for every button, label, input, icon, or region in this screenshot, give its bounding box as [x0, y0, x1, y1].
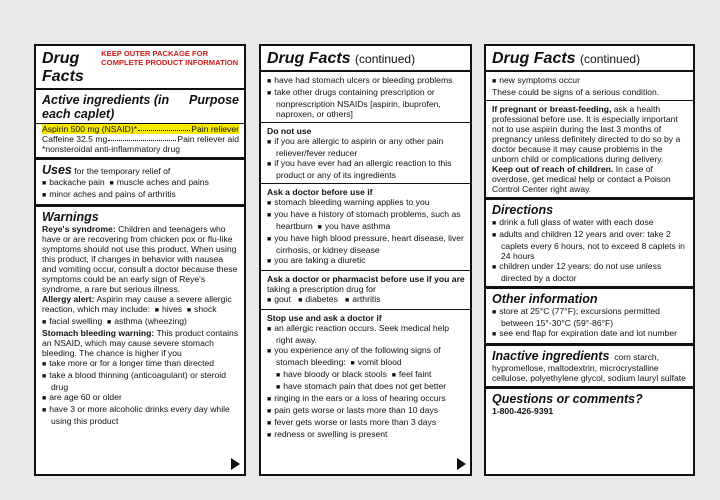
- panel-header: [486, 46, 693, 72]
- directions-section: Directions ■ drink a full glass of water with each dose ■ adults and children 12 years and over: take 2 caplets every 6 hours, not to exceed 8 caplets in 24 hours ■ children under 12 years: do not use unless directed by a doctor: [486, 197, 693, 286]
- phone-number: 1-800-426-9391: [492, 406, 554, 416]
- uses-section: Uses for the temporary relief of ■ backache pain ■ muscle aches and pains ■ minor aches and pains of arthritis: [36, 157, 244, 204]
- continue-arrow-icon: [231, 458, 240, 470]
- continued-list: ■ have had stomach ulcers or bleeding problems ■ take other drugs containing prescription or nonprescription NSAIDs [aspirin, ibuprofen, naproxen, or others]: [261, 72, 470, 122]
- panel-title: Drug Facts (continued): [492, 50, 641, 67]
- pregnancy-section: If pregnant or breast-feeding, ask a health professional before use. It is especially important not to use aspirin during the last 3 months of pregnancy unless definitely directed to do so by a doctor because it may cause problems in the unborn child or complications during delivery. Keep out of reach of children. In case of overdose, get medical help or contact a Poison Control Center right away.: [486, 100, 693, 197]
- continued-warnings: ■ new symptoms occur These could be signs of a serious condition.: [486, 72, 693, 100]
- drug-facts-panel-3: [484, 44, 695, 476]
- directions-heading: Directions: [492, 203, 554, 217]
- uses-heading: Uses: [42, 163, 72, 177]
- active-ingredients-section: [36, 90, 244, 157]
- purpose-heading: Purpose: [188, 93, 239, 107]
- ask-pharmacist-section: Ask a doctor or pharmacist before use if you are taking a prescription drug for ■ gout ■ diabetes ■ arthritis: [261, 270, 470, 309]
- panel-header: [261, 46, 470, 72]
- active-ingredients-heading: Active ingredients (in each caplet): [42, 93, 170, 121]
- warnings-section: Warnings Reye's syndrome: Children and teenagers who have or are recovering from chicken pox or flu-like symptoms should not use this product. When using this product, if changes in behavior with nausea and vomiting occur, consult a doctor because these symptoms could be an early sign of Reye's syndrome, a rare but serious illness. Allergy alert: Aspirin may cause a severe allergic reaction, which may include: ■ hives ■ shock ■ facial swelling ■ asthma (wheezing) Stomach bleeding warning: This product contains an NSAID, which may cause severe stomach bleeding. The chance is higher if you ■ take more or for a longer time than directed ■ take a blood thinning (anticoagulant) or steroid drug ■ are age 60 or older ■ have 3 or more alcoholic drinks every day while using this product: [36, 204, 244, 429]
- other-information-section: Other information ■ store at 25°C (77°F); excursions permitted between 15°-30°C (59°-86°F) ■ see end flap for expiration date and lot number: [486, 286, 693, 343]
- questions-section: [486, 386, 693, 419]
- ingredient-row: Aspirin 500 mg (NSAID)* Pain reliever: [42, 124, 239, 134]
- drug-facts-panel-1: [34, 44, 246, 476]
- inactive-ingredients-heading: Inactive ingredients: [492, 349, 610, 363]
- panel-title: Drug Facts (continued): [267, 50, 416, 67]
- questions-heading: Questions or comments?: [492, 392, 643, 406]
- stop-use-section: Stop use and ask a doctor if ■ an allergic reaction occurs. Seek medical help right away. ■ you experience any of the following signs of stomach bleeding: ■ vomit blood ■ have bloody or black stools ■ feel faint ■ have stomach pain that does not get better ■ ringing in the ears or a loss of hearing occurs ■ pain gets worse or lasts more than 10 days ■ fever gets worse or lasts more than 3 days ■ redness or swelling is present: [261, 309, 470, 444]
- warnings-heading: Warnings: [42, 210, 99, 224]
- ask-doctor-section: Ask a doctor before use if ■ stomach bleeding warning applies to you ■ you have a history of stomach problems, such as heartburn ■ you have asthma ■ you have high blood pressure, heart disease, liver cirrhosis, or kidney disease ■ you are taking a diuretic: [261, 183, 470, 270]
- panel-header: [36, 46, 244, 90]
- continue-arrow-icon: [457, 458, 466, 470]
- drug-facts-panel-2: [259, 44, 472, 476]
- ingredient-row: Caffeine 32.5 mg Pain reliever aid: [42, 134, 239, 144]
- footnote: *nonsteroidal anti-inflammatory drug: [42, 144, 181, 154]
- other-information-heading: Other information: [492, 292, 598, 306]
- keep-package-notice: KEEP OUTER PACKAGE FOR COMPLETE PRODUCT INFORMATION: [101, 49, 239, 67]
- panel-title: Drug Facts: [42, 50, 84, 85]
- do-not-use-section: Do not use ■ if you are allergic to aspirin or any other pain reliever/fever reducer ■ if you have ever had an allergic reaction to this product or any of its ingredients: [261, 122, 470, 183]
- inactive-ingredients-section: Inactive ingredients corn starch, hypromellose, maltodextrin, microcrystalline cellulose, polyethylene glycol, sodium lauryl sulfate: [486, 343, 693, 386]
